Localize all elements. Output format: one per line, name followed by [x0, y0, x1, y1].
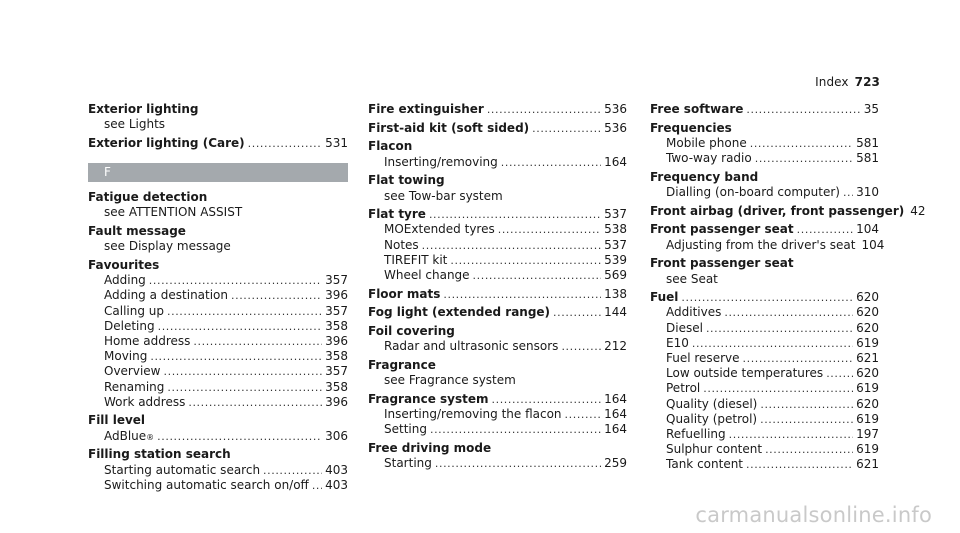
sub-entry: [88, 395, 348, 410]
entry-term: Frequency band: [650, 169, 759, 184]
sub-entry-text: Tank content: [666, 457, 744, 472]
sub-entry: [368, 339, 627, 354]
dot-leader: [450, 253, 601, 268]
page-ref: 619: [856, 411, 879, 426]
sub-entry: [368, 373, 627, 388]
dot-leader: [692, 336, 853, 351]
dot-leader: [681, 290, 853, 305]
page-ref: 310: [856, 185, 879, 200]
sub-entry-text: Notes: [384, 237, 419, 252]
page-ref: 620: [856, 366, 879, 381]
entry-heading: [368, 139, 627, 154]
sub-entry: [88, 463, 348, 478]
sub-entry-text: Renaming: [104, 379, 165, 394]
page-ref: 164: [604, 422, 627, 437]
dot-leader: [248, 136, 322, 151]
index-entry: [88, 258, 348, 410]
sub-entry-text: Starting: [384, 456, 432, 471]
sub-entry: [368, 155, 627, 170]
page-ref: 619: [856, 381, 879, 396]
index-entry: [650, 170, 879, 200]
sub-entry: [650, 336, 879, 351]
entry-term: Floor mats: [368, 286, 441, 301]
entry-heading: [368, 121, 627, 136]
index-entry: [650, 102, 879, 117]
sub-entry-text: Deleting: [104, 318, 155, 333]
page-ref: 104: [861, 237, 885, 252]
sub-entry-text: see Fragrance system: [384, 373, 516, 388]
page-ref: 212: [604, 339, 627, 354]
sub-entry-text: Quality (petrol): [666, 411, 758, 426]
dot-leader: [797, 222, 853, 237]
page-ref: 619: [856, 335, 879, 350]
page-ref: 164: [604, 154, 627, 169]
entry-term: Fragrance: [368, 358, 436, 373]
entry-term: Flat towing: [368, 173, 445, 188]
sub-entry: [650, 237, 885, 253]
index-entry: [368, 324, 627, 354]
dot-leader: [706, 321, 853, 336]
page-ref: 621: [856, 457, 879, 472]
sub-entry-text: Refuelling: [666, 427, 726, 442]
entry-term: Exterior lighting: [88, 102, 199, 116]
entry-term: Fragrance system: [368, 391, 489, 406]
entry-term: Filling station search: [88, 447, 231, 462]
sub-entry-text: Adjusting from the driver's seat: [666, 237, 856, 252]
page-header: [815, 75, 880, 89]
page-ref: 259: [604, 456, 627, 471]
entry-heading: [368, 358, 627, 373]
sub-entry: [650, 305, 879, 320]
sub-entry: [88, 205, 348, 220]
page-ref: 539: [604, 252, 627, 267]
index-entry: [88, 413, 348, 443]
dot-leader: [150, 349, 322, 364]
entries-top: [88, 102, 348, 151]
page-ref: 358: [325, 379, 348, 394]
index-column-3: [650, 102, 926, 476]
dot-leader: [422, 238, 601, 253]
sub-entry: [650, 427, 879, 442]
sub-entry-text: see Tow-bar system: [384, 188, 503, 203]
entry-heading: [88, 224, 348, 239]
entry-term: Flacon: [368, 139, 413, 154]
sub-entry-text: Dialling (on-board computer): [666, 185, 840, 200]
sub-entry: [650, 136, 879, 151]
index-entry: [88, 447, 348, 493]
sub-entry-text: TIREFIT kit: [384, 252, 448, 267]
dot-leader: [312, 478, 322, 493]
entry-heading: [88, 136, 348, 151]
dot-leader: [532, 121, 601, 136]
sub-entry-text: see ATTENTION ASSIST: [104, 205, 243, 220]
index-entry: [88, 136, 348, 151]
entry-heading: [368, 173, 627, 188]
sub-entry: [650, 412, 879, 427]
entry-heading: [368, 287, 627, 302]
sub-entry-text: Inserting/removing the flacon: [384, 407, 562, 422]
sub-entry-text: Diesel: [666, 320, 703, 335]
dot-leader: [561, 339, 601, 354]
entry-term: Front passenger seat: [650, 222, 794, 237]
page-ref: 164: [604, 391, 627, 406]
entry-term: Fuel: [650, 290, 679, 305]
entry-heading: [368, 207, 627, 222]
index-entry: [368, 305, 627, 320]
sub-entry-text: Fuel reserve: [666, 351, 740, 366]
dot-leader: [760, 397, 853, 412]
entry-term: Foil covering: [368, 324, 455, 339]
sub-entry: [88, 239, 348, 254]
sub-entry: [88, 380, 348, 395]
entry-heading: [650, 170, 879, 185]
dot-leader: [193, 334, 322, 349]
entry-heading: [368, 441, 627, 456]
index-entry: [368, 139, 627, 169]
entry-term: First-aid kit (soft sided): [368, 120, 530, 135]
dot-leader: [843, 185, 853, 200]
dot-leader: [167, 304, 322, 319]
dot-leader: [746, 102, 860, 117]
sub-entry-text: Adding: [104, 273, 146, 288]
index-column-2: [368, 102, 627, 475]
sub-entry: [650, 185, 879, 200]
page-ref: 569: [604, 268, 627, 283]
index-entry: [368, 287, 627, 302]
entry-term: Free driving mode: [368, 441, 492, 456]
dot-leader: [429, 207, 601, 222]
sub-entry-text: E10: [666, 335, 689, 350]
index-entry: [650, 222, 885, 252]
sub-entry: [650, 397, 879, 412]
page-ref: 396: [325, 333, 348, 348]
sub-entry: [368, 422, 627, 437]
index-entry: [368, 207, 627, 283]
entry-term: Flat tyre: [368, 207, 426, 222]
entry-heading: [650, 121, 879, 136]
page-ref: 144: [604, 305, 627, 320]
sub-entry-text: Work address: [104, 394, 186, 409]
entry-term: Front airbag (driver, front passenger): [650, 203, 905, 218]
sub-entry: [368, 253, 627, 268]
entries-f: [88, 190, 348, 493]
index-entry: [88, 190, 348, 220]
index-entry: [368, 392, 627, 438]
sub-entry: [368, 456, 627, 471]
page-ref: 396: [325, 394, 348, 409]
sub-entry: [88, 117, 348, 132]
entry-heading: [88, 413, 348, 428]
page-ref: 357: [325, 273, 348, 288]
index-entry: [368, 358, 627, 388]
sub-entry: [88, 319, 348, 334]
entry-term: Free software: [650, 102, 744, 116]
sub-entry: [368, 268, 627, 283]
index-entry: [368, 121, 627, 136]
watermark: carmanualsonline.info: [695, 503, 932, 527]
dot-leader: [760, 412, 853, 427]
page-ref: 537: [604, 237, 627, 252]
page-ref: 620: [856, 305, 879, 320]
entry-heading: [88, 258, 348, 273]
sub-entry: [650, 321, 879, 336]
page-ref: 620: [856, 320, 879, 335]
entry-heading: [650, 203, 926, 219]
sub-entry: [650, 381, 879, 396]
index-entry: [368, 173, 627, 203]
sub-entry-text: see Display message: [104, 239, 231, 254]
dot-leader: [435, 456, 601, 471]
page-ref: 357: [325, 364, 348, 379]
page-ref: 581: [856, 135, 879, 150]
index-entry: [650, 203, 926, 219]
entry-term: Front passenger seat: [650, 256, 794, 271]
page-ref: 396: [325, 288, 348, 303]
index-entry: [88, 224, 348, 254]
dot-leader: [498, 222, 601, 237]
dot-leader: [430, 422, 601, 437]
sub-entry: [88, 478, 348, 493]
sub-entry: [650, 351, 879, 366]
sub-entry-text: Setting: [384, 422, 427, 437]
sub-entry-text: Petrol: [666, 381, 701, 396]
sub-entry: [368, 407, 627, 422]
dot-leader: [473, 268, 602, 283]
entry-heading: [368, 324, 627, 339]
page-ref: 536: [604, 102, 627, 116]
dot-leader: [826, 366, 853, 381]
entry-heading: [650, 102, 879, 117]
page-ref: 531: [325, 135, 348, 150]
entry-heading: [368, 102, 627, 117]
page-number: 723: [854, 75, 880, 89]
sub-entry: [88, 273, 348, 288]
entry-term: Fog light (extended range): [368, 305, 551, 320]
dot-leader: [750, 136, 853, 151]
entry-heading: [650, 256, 879, 271]
sub-entry-text: Wheel change: [384, 268, 470, 283]
sub-entry-text: Starting automatic search: [104, 462, 261, 477]
dot-leader: [743, 351, 854, 366]
entry-term: Favourites: [88, 257, 160, 272]
entry-term: Exterior lighting (Care): [88, 135, 245, 150]
index-column-1: [88, 102, 348, 496]
dot-leader: [746, 457, 853, 472]
page-ref: 164: [604, 407, 627, 422]
index-entry: [650, 121, 879, 167]
sub-entry-text: Mobile phone: [666, 135, 747, 150]
page-ref: 104: [856, 222, 879, 237]
sub-entry-text: Sulphur content: [666, 442, 763, 457]
page-ref: 358: [325, 318, 348, 333]
page-ref: 536: [604, 120, 627, 135]
sub-entry-text: Adding a destination: [104, 288, 229, 303]
entry-heading: [368, 305, 627, 320]
entry-heading: [88, 102, 348, 117]
sub-entry-text: Switching automatic search on/off: [104, 477, 309, 492]
dot-leader: [263, 463, 322, 478]
sub-entry-text: Overview: [104, 364, 161, 379]
sub-entry-text: Moving: [104, 349, 148, 364]
sub-entry: [650, 457, 879, 472]
dot-leader: [158, 319, 322, 334]
sub-entry-text: Home address: [104, 333, 191, 348]
sub-entry-text: see Lights: [104, 117, 166, 132]
dot-leader: [487, 102, 601, 117]
index-entry: [650, 256, 879, 286]
page-ref: 403: [325, 462, 348, 477]
page-ref: 619: [856, 442, 879, 457]
sub-entry-text: Two-way radio: [666, 151, 752, 166]
dot-leader: [492, 392, 602, 407]
sub-entry: [368, 238, 627, 253]
page-ref: 306: [325, 428, 348, 443]
dot-leader: [729, 427, 853, 442]
entry-heading: [88, 447, 348, 462]
dot-leader: [443, 287, 601, 302]
entry-term: Fire extinguisher: [368, 102, 484, 116]
page-ref: 621: [856, 351, 879, 366]
page-ref: 581: [856, 151, 879, 166]
entry-heading: [650, 222, 879, 237]
sub-entry: [368, 222, 627, 237]
entry-heading: [650, 290, 879, 305]
sub-entry: [368, 189, 627, 204]
sub-entry: [650, 151, 879, 166]
dot-leader: [703, 381, 853, 396]
entry-term: Fault message: [88, 224, 186, 239]
dot-leader: [565, 407, 602, 422]
sub-entry-text: Quality (diesel): [666, 396, 758, 411]
page-ref: 538: [604, 222, 627, 237]
page-ref: 403: [325, 477, 348, 492]
sub-entry: [88, 288, 348, 303]
page-ref: 537: [604, 207, 627, 222]
sub-entry: [650, 442, 879, 457]
sub-entry: [88, 364, 348, 379]
dot-leader: [149, 273, 322, 288]
index-entry: [88, 102, 348, 132]
dot-leader: [231, 288, 322, 303]
sub-entry-text: Radar and ultrasonic sensors: [384, 339, 559, 354]
sub-entry-text: Inserting/removing: [384, 154, 498, 169]
page-ref: 620: [856, 290, 879, 305]
dot-leader: [724, 305, 853, 320]
sub-entry-text: AdBlue: [104, 428, 147, 443]
page-ref: 620: [856, 396, 879, 411]
sub-entry: [88, 349, 348, 364]
index-entry: [650, 290, 879, 472]
sub-entry: [88, 304, 348, 319]
entry-term: Frequencies: [650, 120, 732, 135]
page-ref: 197: [856, 427, 879, 442]
entry-term: Fill level: [88, 413, 146, 428]
entry-term: Fatigue detection: [88, 190, 208, 205]
dot-leader: [755, 151, 853, 166]
index-entry: [368, 441, 627, 471]
dot-leader: [553, 305, 601, 320]
page-ref: 35: [863, 102, 879, 116]
sub-entry-text: see Seat: [666, 271, 718, 286]
page-ref: 358: [325, 349, 348, 364]
sub-entry: AdBlue ® ..... 306: [88, 429, 348, 444]
entry-heading: [368, 392, 627, 407]
sub-entry-text: Low outside temperatures: [666, 366, 824, 381]
dot-leader: [167, 380, 322, 395]
sub-entry: [88, 334, 348, 349]
index-entry: [368, 102, 627, 117]
sub-entry: [650, 272, 879, 287]
entry-heading: [88, 190, 348, 205]
dot-leader: [188, 395, 322, 410]
page-ref: 138: [604, 286, 627, 301]
page-ref: 42: [910, 203, 926, 218]
sub-entry: [650, 366, 879, 381]
dot-leader: [765, 442, 853, 457]
dot-leader: [501, 155, 601, 170]
sub-entry-text: Additives: [666, 305, 722, 320]
page-ref: 357: [325, 303, 348, 318]
dot-leader: [164, 364, 323, 379]
section-title: Index: [815, 75, 849, 89]
dot-leader: [157, 429, 322, 444]
sub-entry-text: Calling up: [104, 303, 164, 318]
letter-heading-f: F: [88, 163, 348, 182]
sub-entry-text: MOExtended tyres: [384, 222, 495, 237]
